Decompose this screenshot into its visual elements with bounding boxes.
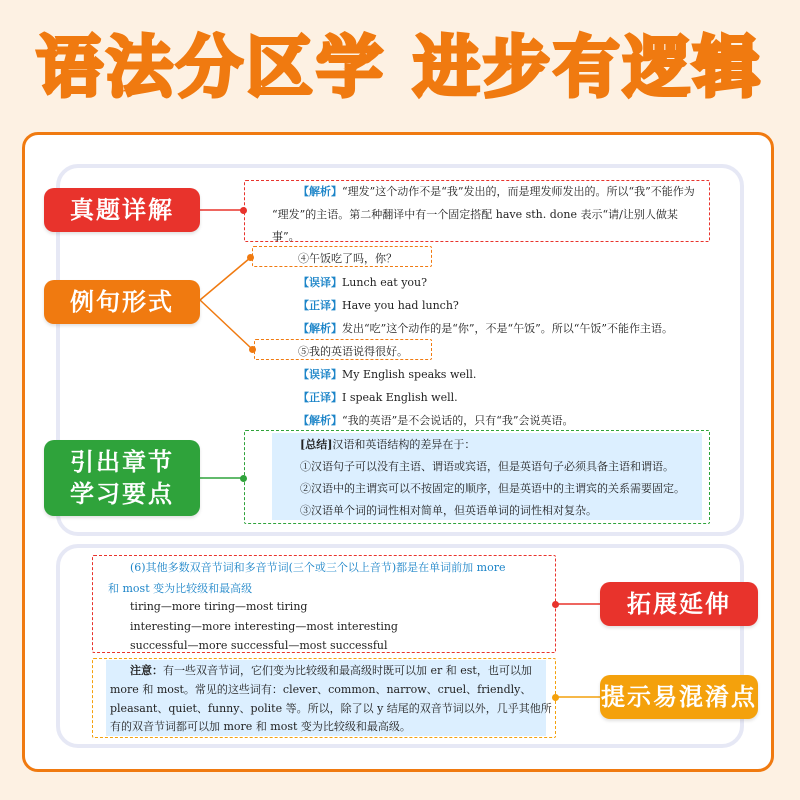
example1-note xyxy=(298,320,673,336)
example2-dot xyxy=(249,346,256,353)
tag-detail: 真题详解 xyxy=(44,188,200,232)
notice-line4: 有的双音节词都可以加 more 和 most 变为比较级和最高级。 xyxy=(110,720,411,733)
summary-item-1: ①汉语句子可以没有主语、谓语或宾语，但是英语句子必须具备主语和谓语。 xyxy=(300,460,674,473)
example1-note-text: 发出“吃”这个动作的是“你”，不是“午饭”。所以“午饭”不能作主语。 xyxy=(342,322,673,335)
extension-line1: (6)其他多数双音节词和多音节词(三个或三个以上音节)都是在单词前加 more xyxy=(130,561,506,574)
notice-shade xyxy=(106,660,552,736)
example1-note-label: 【解析】 xyxy=(298,322,342,335)
example2-right xyxy=(298,389,458,405)
extension-example2: interesting—more interesting—most interesting xyxy=(130,620,398,633)
example2-note xyxy=(298,412,574,428)
example1-right xyxy=(298,297,459,313)
example2-note-label: 【解析】 xyxy=(298,414,342,427)
example2-right-text: I speak English well. xyxy=(342,391,458,404)
tag-chapter xyxy=(44,440,200,516)
tag-extend: 拓展延伸 xyxy=(600,582,758,626)
analysis-line2: “理发”的主语。第二种翻译中有一个固定搭配 have sth. done 表示“请/让别人做某 xyxy=(272,208,678,221)
tag-example: 例句形式 xyxy=(44,280,200,324)
notice-line2: more 和 most。常见的这些词有：clever、common、narrow、cruel、friendly、 xyxy=(110,683,532,696)
analysis-line1 xyxy=(298,183,695,199)
example1-wrong-text: Lunch eat you? xyxy=(342,276,428,289)
headline: 语法分区学 进步有逻辑 xyxy=(36,29,764,106)
example2-right-label: 【正译】 xyxy=(298,391,342,404)
example1-right-label: 【正译】 xyxy=(298,299,342,312)
analysis-dot xyxy=(240,207,247,214)
summary-item-2: ②汉语中的主谓宾可以不按固定的顺序，但是英语中的主谓宾的关系需要固定。 xyxy=(300,482,685,495)
summary-shade xyxy=(272,433,702,520)
analysis-text1: “理发”这个动作不是“我”发出的，而是理发师发出的。所以“我”不能作为 xyxy=(342,185,695,198)
extension-line2: 和 most 变为比较级和最高级 xyxy=(108,582,253,595)
notice-line3: pleasant、quiet、funny、polite 等。所以，除了以 y 结尾的双音节词以外，几乎其他所 xyxy=(110,702,552,715)
analysis-label: 【解析】 xyxy=(298,185,342,198)
summary-label: [总结] xyxy=(300,438,333,451)
notice-label: 注意： xyxy=(130,664,163,677)
summary-item-3: ③汉语单个词的词性相对简单，但英语单词的词性相对复杂。 xyxy=(300,504,597,517)
tag-chapter-line2: 学习要点 xyxy=(70,480,174,508)
extension-dot xyxy=(552,601,559,608)
analysis-line3: 事”。 xyxy=(272,230,300,243)
example2-note-text: “我的英语”是不会说话的，只有“我”会说英语。 xyxy=(342,414,574,427)
example1-right-text: Have you had lunch? xyxy=(342,299,459,312)
example1-prompt: ④午饭吃了吗，你？ xyxy=(298,252,397,265)
example1-wrong-label: 【误译】 xyxy=(298,276,342,289)
notice-dot xyxy=(552,694,559,701)
extension-example1: tiring—more tiring—most tiring xyxy=(130,600,308,613)
notice-line1 xyxy=(130,662,532,678)
example1-dot xyxy=(247,254,254,261)
summary-intro: 汉语和英语结构的差异在于： xyxy=(332,438,476,451)
tag-confuse: 提示易混淆点 xyxy=(600,675,758,719)
example2-wrong-label: 【误译】 xyxy=(298,368,342,381)
example1-wrong xyxy=(298,274,427,290)
tag-chapter-line1: 引出章节 xyxy=(70,448,174,476)
notice-text1: 有一些双音节词，它们变为比较级和最高级时既可以加 er 和 est，也可以加 xyxy=(163,664,532,677)
extension-example3: successful—more successful—most successful xyxy=(130,639,388,652)
example2-wrong xyxy=(298,366,476,382)
example2-wrong-text: My English speaks well. xyxy=(342,368,477,381)
summary-intro-row xyxy=(300,436,475,452)
example2-prompt: ⑤我的英语说得很好。 xyxy=(298,345,408,358)
summary-dot xyxy=(240,475,247,482)
